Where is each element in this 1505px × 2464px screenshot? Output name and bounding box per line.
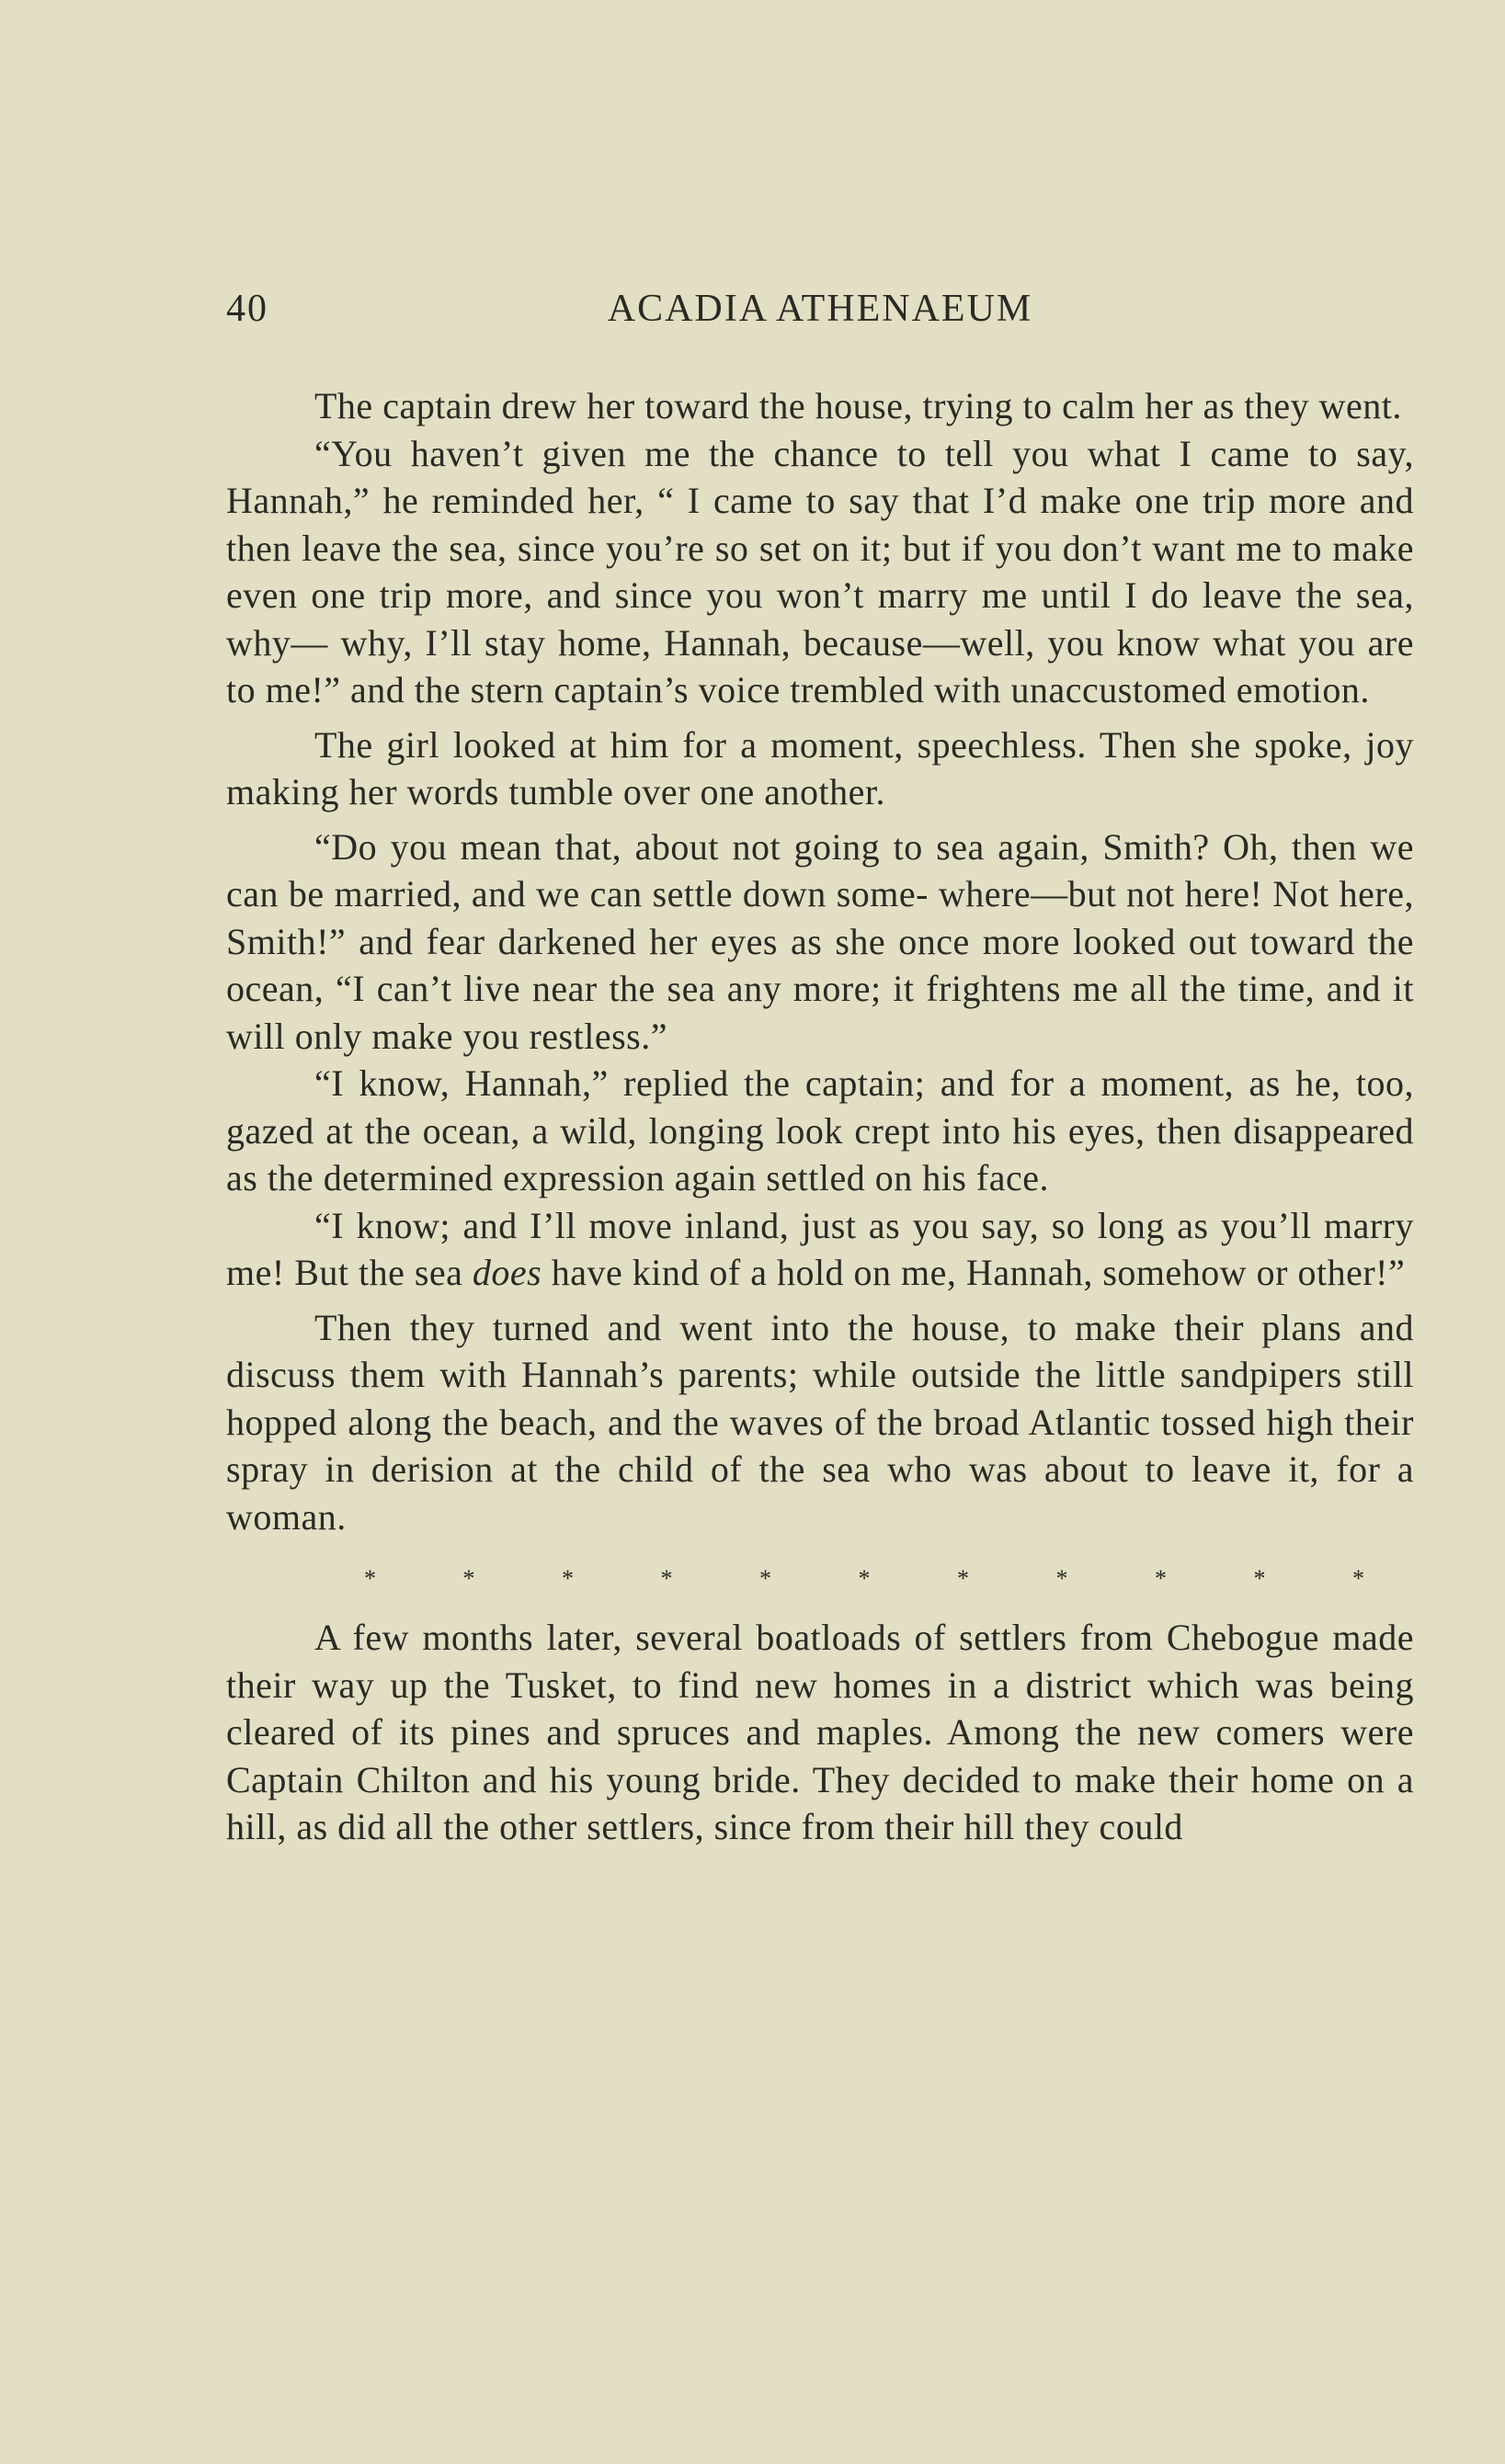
page-number: 40 <box>226 288 268 330</box>
body-text <box>226 382 1414 1851</box>
italic-text: does <box>472 1252 542 1293</box>
running-head: ACADIA ATHENAEUM <box>607 288 1033 330</box>
text-run: have kind of a hold on me, Hannah, somehow or other!” <box>542 1252 1406 1293</box>
paragraph: A few months later, several boatloads of settlers from Chebogue made their way up the Tusket, to find new homes in a district which was being cleared of its pines and spruces and maples. Among the new comers were Captain Chilton and his young bride. They decided to make their home on a hill, as did all the other settlers, since from their hill they could <box>226 1617 1414 1847</box>
paragraph: The girl looked at him for a moment, speechless. Then she spoke, joy making her words tumble over one another. <box>226 723 1414 812</box>
paragraph: “Do you mean that, about not going to sea again, Smith? Oh, then we can be married, and we can settle down some- where—but not here! Not here, Smith!” and fear darkened her eyes as she once more looked out toward the ocean, “I can’t live near the sea any more; it frightens me all the time, and it will only make you restless.” <box>226 825 1414 1057</box>
paragraph: “I know, Hannah,” replied the captain; and for a moment, as he, too, gazed at the ocean, a wild, longing look crept into his eyes, then disappeared as the determined expression again settled on his face. <box>226 1062 1414 1198</box>
text-run: “I know; and I’ll move inland, just as you say, so long as you’ll marry me! But the sea <box>226 1204 1414 1293</box>
paragraph: “You haven’t given me the chance to tell you what I came to say, Hannah,” he reminded her, “ I came to say that I’d make one trip more and then leave the sea, since you’re so set on it; but if you don’t want me to make even one trip more, and since you won’t marry me until I do leave the sea, why— why, I’ll stay home, Hannah, because—well, you know what you are to me!” and the stern captain’s voice trembled with unaccustomed emotion. <box>226 432 1414 710</box>
paragraph: Then they turned and went into the house, to make their plans and discuss them with Hannah’s parents; while outside the little sandpipers still hopped along the beach, and the waves of the broad Atlantic tossed high their spray in derision at the child of the sea who was about to leave it, for a woman. <box>226 1306 1414 1538</box>
paragraph: The captain drew her toward the house, trying to calm her as they went. <box>314 385 1402 426</box>
paragraph <box>226 1202 1414 1297</box>
section-separator: * * * * * * * * * * * <box>364 1565 1405 1592</box>
page-header <box>226 287 1414 342</box>
